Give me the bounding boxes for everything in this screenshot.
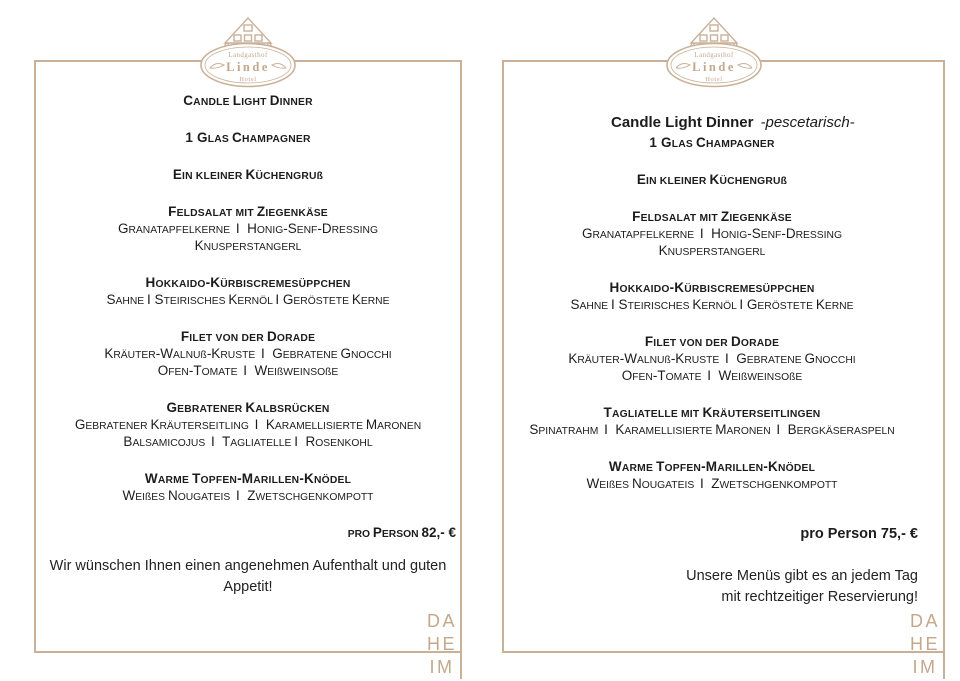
watermark-line: IM — [912, 657, 938, 677]
daheim-watermark — [910, 610, 940, 679]
course-block — [506, 171, 918, 188]
course-detail: KRÄUTER-WALNUß-KRUSTE I GEBRATENE GNOCCHI — [104, 346, 392, 361]
course-detail: GRANATAPFELKERNE I HONIG-SENF-DRESSING — [117, 221, 379, 236]
course-detail: SAHNE I STEIRISCHES KERNÖL I GERÖSTETE KERNE — [570, 297, 854, 312]
footer-line: Appetit! — [223, 579, 273, 595]
hotel-logo — [188, 15, 308, 95]
daheim-watermark — [427, 610, 457, 679]
border-extension-line — [460, 651, 462, 679]
price-line: PRO PERSON 82,- € — [347, 525, 456, 540]
course-title: TAGLIATELLE MIT KRÄUTERSEITLINGEN — [603, 405, 821, 420]
footer-line: mit rechtzeitiger Reservierung! — [721, 589, 918, 605]
border-extension-line — [943, 651, 945, 679]
course-block — [40, 470, 456, 504]
watermark-line: DA — [909, 611, 940, 631]
course-detail: GEBRATENER KRÄUTERSEITLING I KARAMELLISIERTE MARONEN — [74, 417, 422, 432]
course-detail: GRANATAPFELKERNE I HONIG-SENF-DRESSING — [581, 226, 843, 241]
course-title: 1 GLAS CHAMPAGNER — [185, 130, 311, 145]
course-detail: WEIßES NOUGATEIS I ZWETSCHGENKOMPOTT — [122, 488, 374, 503]
course-title: GEBRATENER KALBSRÜCKEN — [166, 400, 330, 415]
course-title: HOKKAIDO-KÜRBISCREMESÜPPCHEN — [145, 275, 351, 290]
course-block — [40, 129, 456, 146]
course-title: HOKKAIDO-KÜRBISCREMESÜPPCHEN — [609, 280, 815, 295]
course-detail: OFEN-TOMATE I WEIßWEINSOßE — [157, 363, 339, 378]
course-detail: SAHNE I STEIRISCHES KERNÖL I GERÖSTETE KERNE — [106, 292, 390, 307]
logo-text-linde: Linde — [226, 60, 270, 74]
course-title: WARME TOPFEN-MARILLEN-KNÖDEL — [608, 459, 816, 474]
logo-text-hotel: Hotel — [704, 76, 723, 83]
course-title: FELDSALAT MIT ZIEGENKÄSE — [632, 209, 792, 224]
course-block — [506, 458, 918, 492]
course-title: WARME TOPFEN-MARILLEN-KNÖDEL — [144, 471, 352, 486]
footer-line: Unsere Menüs gibt es an jedem Tag — [686, 568, 918, 584]
course-detail: BALSAMICOJUS I TAGLIATELLE I ROSENKOHL — [123, 434, 373, 449]
menu-card-right — [502, 51, 945, 677]
footer-message — [40, 556, 456, 598]
course-title: FILET VON DER DORADE — [180, 329, 316, 344]
course-block — [506, 134, 918, 151]
logo-text-landgasthof: Landgasthof — [693, 51, 734, 59]
course-detail: WEIßES NOUGATEIS I ZWETSCHGENKOMPOTT — [586, 476, 838, 491]
logo-text-landgasthof: Landgasthof — [228, 51, 268, 59]
menu-content — [504, 62, 943, 608]
course-block — [40, 203, 456, 254]
menu-card-left — [34, 51, 462, 677]
course-detail: KNUSPERSTANGERL — [658, 243, 766, 258]
logo-text-hotel: Hotel — [239, 76, 257, 83]
course-block — [506, 333, 918, 384]
watermark-line: HE — [909, 634, 940, 654]
course-title: 1 GLAS CHAMPAGNER — [649, 135, 775, 150]
course-block — [506, 279, 918, 313]
course-block — [40, 328, 456, 379]
course-title: FILET VON DER DORADE — [644, 334, 780, 349]
course-title: EIN KLEINER KÜCHENGRUß — [636, 172, 788, 187]
course-block — [506, 404, 918, 438]
menu-title-block — [506, 96, 918, 131]
watermark-line: DA — [426, 611, 457, 631]
menu-content — [36, 62, 460, 598]
watermark-line: IM — [429, 657, 455, 677]
footer-message — [506, 566, 918, 608]
hotel-logo-graphic — [654, 15, 774, 95]
course-detail: OFEN-TOMATE I WEIßWEINSOßE — [621, 368, 803, 383]
course-detail: KRÄUTER-WALNUß-KRUSTE I GEBRATENE GNOCCHI — [568, 351, 856, 366]
menu-title: CANDLE LIGHT DINNER — [183, 93, 313, 108]
course-title: FELDSALAT MIT ZIEGENKÄSE — [168, 204, 328, 219]
price-line: pro Person 75,- € — [800, 526, 918, 542]
course-block — [40, 274, 456, 308]
menu-title-annotation: -pescetarisch- — [760, 114, 855, 131]
hotel-logo-graphic — [188, 15, 308, 95]
hotel-logo — [654, 15, 774, 95]
logo-text-linde: Linde — [691, 60, 736, 74]
watermark-line: HE — [426, 634, 457, 654]
menu-title — [506, 96, 918, 131]
course-detail: SPINATRAHM I KARAMELLISIERTE MARONEN I BERGKÄSERASPELN — [529, 422, 895, 437]
course-detail: KNUSPERSTANGERL — [194, 238, 302, 253]
menu-title-main: Candle Light Dinner — [610, 114, 754, 131]
course-title: EIN KLEINER KÜCHENGRUß — [172, 167, 324, 182]
course-block — [506, 208, 918, 259]
course-block — [40, 399, 456, 450]
footer-line: Wir wünschen Ihnen einen angenehmen Aufenthalt und guten — [49, 558, 447, 574]
course-block — [40, 166, 456, 183]
